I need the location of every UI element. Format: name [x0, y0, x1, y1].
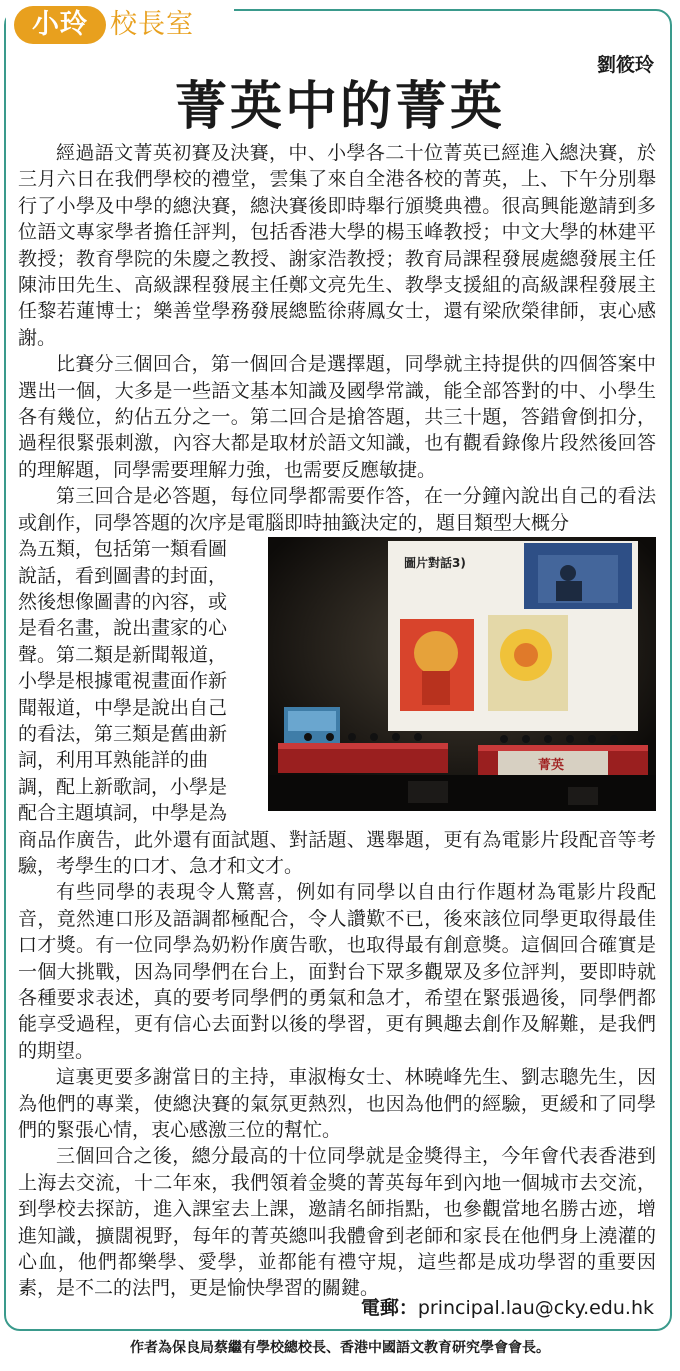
email-address[interactable]: principal.lau@cky.edu.hk	[417, 1297, 654, 1319]
side-line: 為五類，包括第一類看圖	[18, 538, 228, 561]
side-line: 說話，看到圖書的封面，	[18, 564, 228, 587]
banner-text: 菁英	[538, 758, 565, 774]
column-title: 校長室	[110, 9, 194, 40]
paragraph-6: 三個回合之後，總分最高的十位同學就是金獎得主，今年會代表香港到上海去交流，十二年來，我們領着金獎的菁英每年到內地一個城市去交流，到學校去探訪，進入課室去上課，邀請名師指點，也參觀當地名勝古迹，增進知識，擴闊視野，每年的菁英總叫我體會到老師和家長在他們身上澆灌的心血，他們都樂學、愛學，並都能有禮守規，這些都是成功學習的重要因素，是不二的法門，更是愉快學習的關鍵。	[18, 1145, 656, 1300]
email-label: 電郵：	[360, 1297, 418, 1319]
paragraph-4: 有些同學的表現令人驚喜，例如有同學以自由行作題材為電影片段配音，竟然連口形及語調都極配合，令人讚歎不已，後來該位同學更取得最佳口才獎。有一位同學為奶粉作廣告歌，也取得最有創意獎。這個回合確實是一個大挑戰，因為同學們在台上，面對台下眾多觀眾及多位評判，要即時就各種要求表述，真的要考同學們的勇氣和急才，希望在緊張過後，同學們都能享受過程，更有信心去面對以後的學習，更有興趣去創作及解難，是我們的期望。	[18, 881, 656, 1062]
author-footnote: 作者為保良局蔡繼有學校總校長、香港中國語文教育研究學會會長。	[130, 1340, 550, 1356]
side-line: 聞報道，中學是說出自己	[18, 696, 228, 719]
column-logo: 小玲	[14, 6, 106, 44]
paragraph-3-bottom: 商品作廣告，此外還有面試題、對話題、選舉題，更有為電影片段配音等考驗，考學生的口才、急才和文才。	[18, 828, 656, 877]
author-name: 劉筱玲	[596, 54, 654, 76]
contact-line	[361, 1293, 654, 1320]
paragraph-5: 這裏更要多謝當日的主持，車淑梅女士、林曉峰先生、劉志聰先生，因為他們的專業，使總決賽的氣氛更熱烈，也因為他們的經驗，更緩和了同學們的緊張心情，衷心感激三位的幫忙。	[18, 1066, 656, 1142]
article-body	[18, 140, 656, 1302]
side-line: 聲。第二類是新聞報道，	[18, 643, 228, 666]
side-line: 詞，利用耳熟能詳的曲	[18, 749, 209, 772]
paragraph-3-top: 第三回合是必答題，每位同學都需要作答，在一分鐘內說出自己的看法或創作，同學答題的次序是電腦即時抽籤決定的，題目類型大概分	[18, 485, 656, 534]
side-line: 是看名畫，說出畫家的心	[18, 617, 228, 640]
paragraph-2: 比賽分三個回合，第一個回合是選擇題，同學就主持提供的四個答案中選出一個，大多是一些語文基本知識及國學常識，能全部答對的中、小學生各有幾位，約佔五分之一。第二回合是搶答題，共三十題，答錯會倒扣分，過程很緊張刺激，內容大都是取材於語文知識，也有觀看錄像片段然後回答的理解題，同學需要理解力強，也需要反應敏捷。	[18, 353, 656, 481]
side-line: 小學是根據電視畫面作新	[18, 670, 228, 693]
side-line: 調，配上新歌詞，小學是	[18, 775, 228, 798]
headline: 菁英中的菁英	[174, 77, 505, 137]
stage-photo-illustration	[268, 537, 656, 811]
side-line: 配合主題填詞，中學是為	[18, 802, 228, 825]
side-line: 然後想像圖書的內容，或	[18, 590, 228, 613]
screen-caption: 圖片對話3)	[404, 556, 466, 571]
event-photo	[268, 537, 656, 811]
paragraph-1: 經過語文菁英初賽及決賽，中、小學各二十位菁英已經進入總決賽，於三月六日在我們學校的禮堂，雲集了來自全港各校的菁英，上、下午分別舉行了小學及中學的總決賽，總決賽後即時舉行頒獎典禮。很高興能邀請到多位語文專家學者擔任評判，包括香港大學的楊玉峰教授；中文大學的林建平教授；教育學院的朱慶之教授、謝家浩教授；教育局課程發展處總發展主任陳沛田先生、高級課程發展主任鄭文亮先生、教學支援組的高級課程發展主任黎若蓮博士；樂善堂學務發展總監徐蔣鳳女士，還有梁欣榮律師，衷心感謝。	[18, 142, 656, 349]
side-line: 的看法，第三類是舊曲新	[18, 722, 228, 745]
paragraph-3-side	[18, 536, 266, 826]
